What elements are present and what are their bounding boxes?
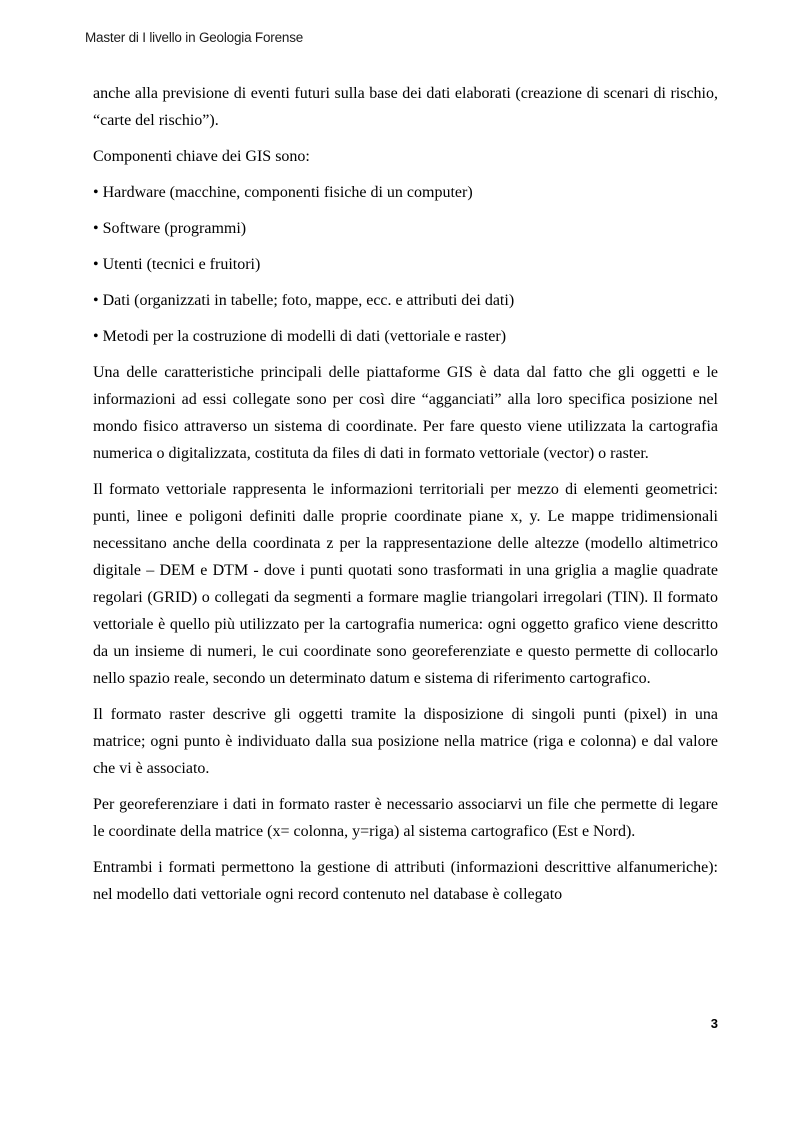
bullet-item-hardware: • Hardware (macchine, componenti fisiche di un computer) [93,184,473,201]
paragraph-components-intro: Componenti chiave dei GIS sono: [93,148,310,165]
bullet-item-dati: • Dati (organizzati in tabelle; foto, mappe, ecc. e attributi dei dati) [93,292,515,309]
page-header: Master di I livello in Geologia Forense [85,30,304,45]
bullet-item-software: • Software (programmi) [93,220,247,237]
page-number: 3 [710,1016,718,1031]
paragraph-formato-raster: Il formato raster descrive gli oggetti tramite la disposizione di singoli punti (pixel) in una matrice; ogni punto è individuato dalla sua posizione nella matrice (riga e colonna) e dal valore che vi è associato. [93,706,718,777]
document-body [93,80,718,917]
paragraph-continuation: anche alla previsione di eventi futuri sulla base dei dati elaborati (creazione di scenari di rischio, “carte del rischio”). [93,85,718,129]
bullet-item-utenti: • Utenti (tecnici e fruitori) [93,256,261,273]
bullet-item-metodi: • Metodi per la costruzione di modelli di dati (vettoriale e raster) [93,328,507,345]
paragraph-formato-vettoriale: Il formato vettoriale rappresenta le informazioni territoriali per mezzo di elementi geometrici: punti, linee e poligoni definiti dalle proprie coordinate piane x, y. Le mappe tridimensionali necessitano anche della coordinata z per la rappresentazione delle altezze (modello altimetrico digitale – DEM e DTM - dove i punti quotati sono trasformati in una griglia a maglie quadrate regolari (GRID) o collegati da segmenti a formare maglie triangolari irregolari (TIN). Il formato vettoriale è quello più utilizzato per la cartografia numerica: ogni oggetto grafico viene descritto da un insieme di numeri, le cui coordinate sono georeferenziate e questo permette di collocarlo nello spazio reale, secondo un determinato datum e sistema di riferimento cartografico. [93,481,718,687]
paragraph-georeferenziare: Per georeferenziare i dati in formato raster è necessario associarvi un file che permette di legare le coordinate della matrice (x= colonna, y=riga) al sistema cartografico (Est e Nord). [93,796,718,840]
paragraph-entrambi-formati: Entrambi i formati permettono la gestione di attributi (informazioni descrittive alfanumeriche): nel modello dati vettoriale ogni record contenuto nel database è collegato [93,859,718,903]
paragraph-caratteristiche: Una delle caratteristiche principali delle piattaforme GIS è data dal fatto che gli oggetti e le informazioni ad essi collegate sono per così dire “agganciati” alla loro specifica posizione nel mondo fisico attraverso un sistema di coordinate. Per fare questo viene utilizzata la cartografia numerica o digitalizzata, costituta da files di dati in formato vettoriale (vector) o raster. [93,364,718,462]
